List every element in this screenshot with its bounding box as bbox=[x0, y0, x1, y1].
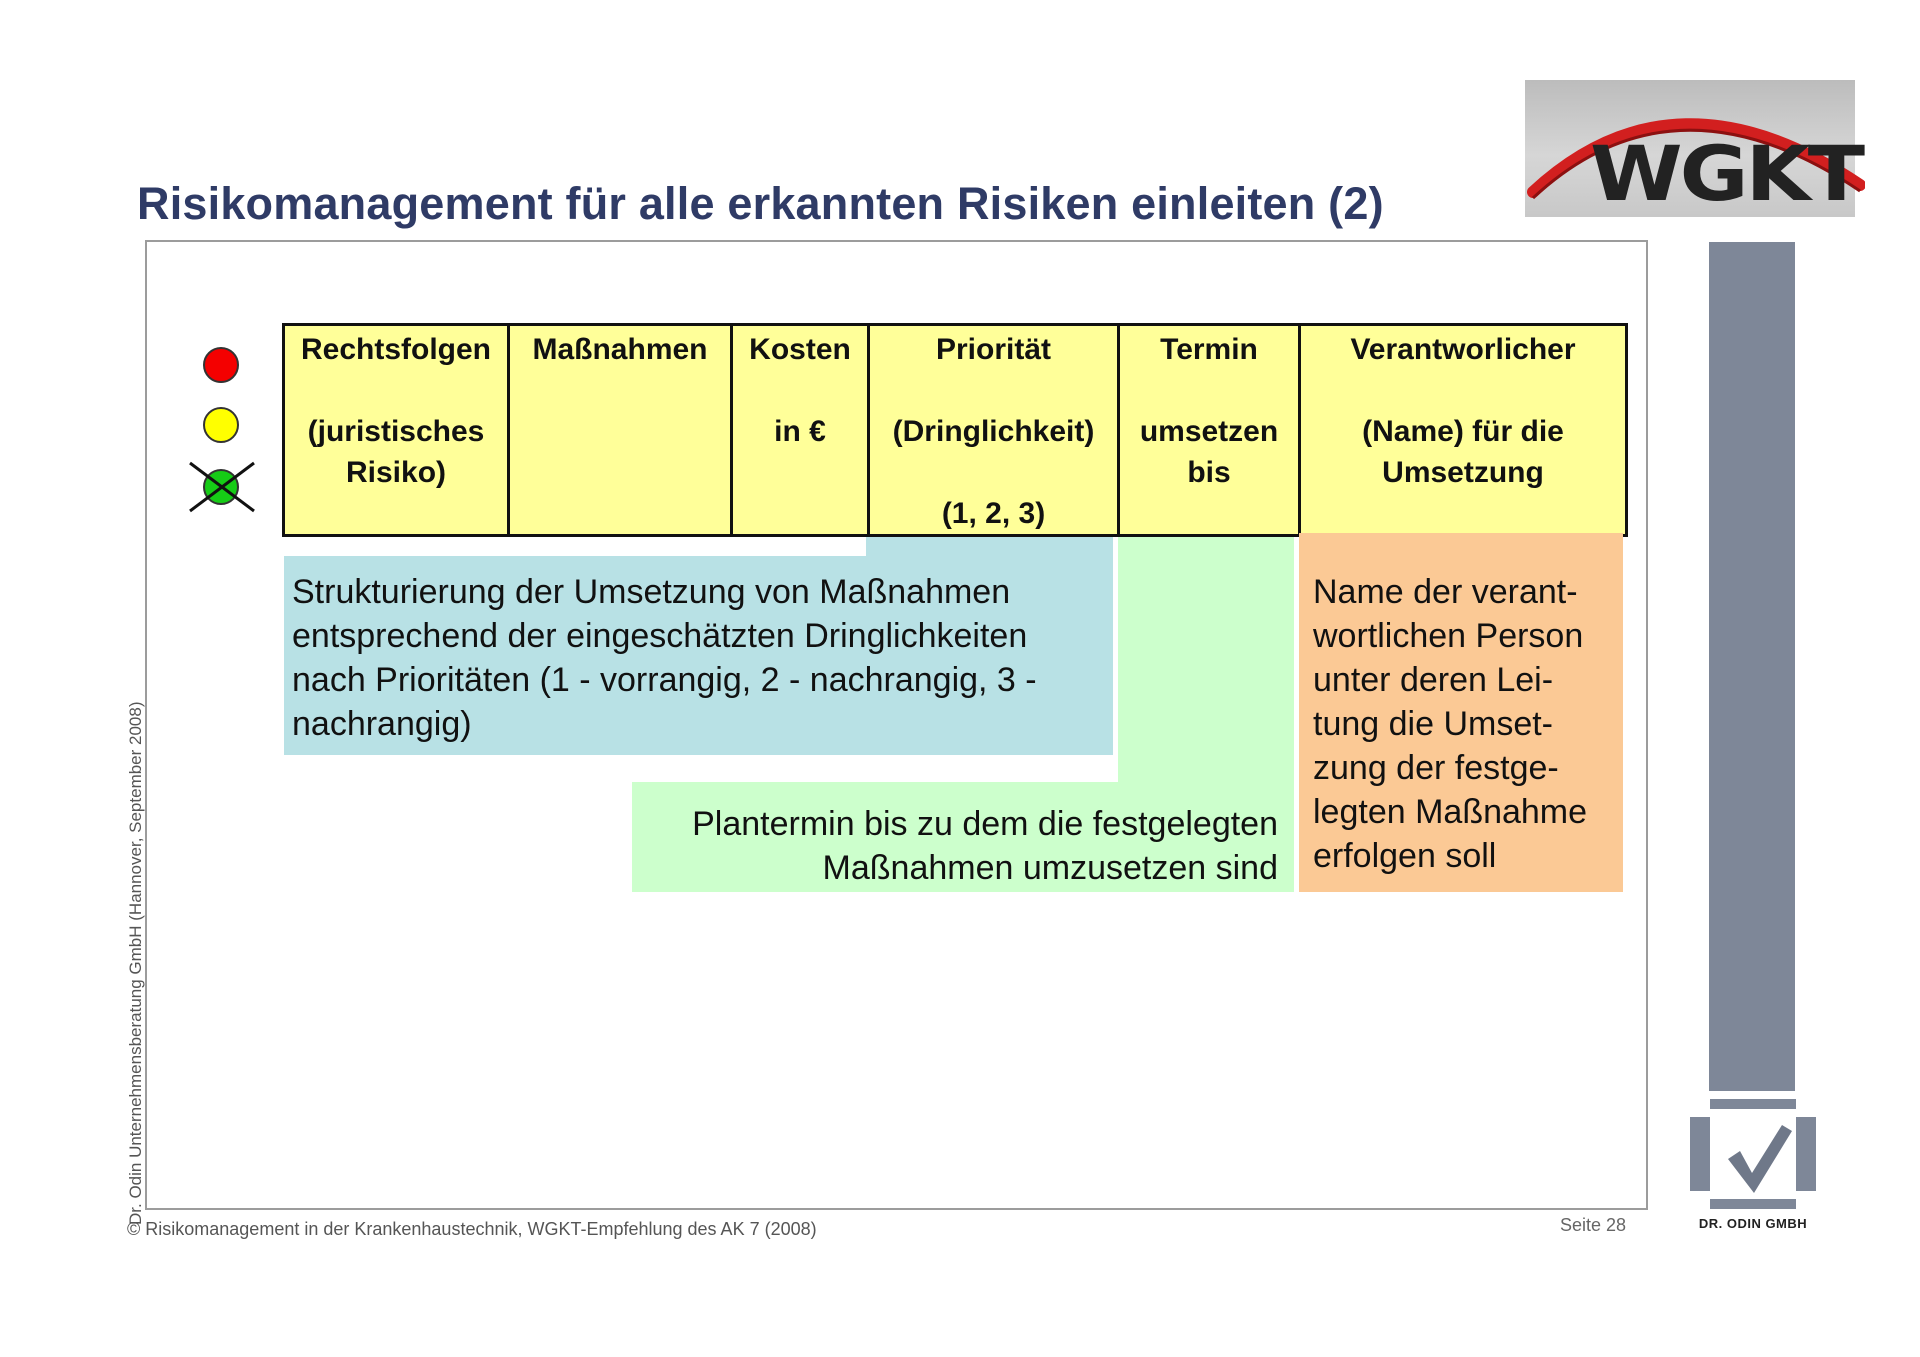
column-title: Priorität bbox=[935, 333, 1052, 366]
deadline-highlight-column bbox=[1118, 534, 1294, 782]
column-title: Maßnahmen bbox=[532, 333, 708, 366]
side-bar bbox=[1709, 242, 1795, 1091]
column-title: Kosten bbox=[749, 333, 851, 366]
column-title: Termin bbox=[1160, 333, 1258, 366]
column-legal-consequences bbox=[284, 325, 509, 536]
column-subtitle: umsetzen bis bbox=[1139, 415, 1279, 489]
column-costs bbox=[732, 325, 869, 536]
wgkt-logo-text: WGKT bbox=[1590, 129, 1862, 217]
priority-annotation: Strukturierung der Umsetzung von Maßnahmen entsprechend der eingeschätzten Dringlichkeiten nach Prioritäten (1 - vorrangig, 2 - nachrangig, 3 - nachrangig) bbox=[284, 556, 1113, 755]
column-priority bbox=[869, 325, 1119, 536]
risk-table bbox=[282, 323, 1628, 537]
column-subtitle: (Dringlichkeit) bbox=[892, 415, 1095, 448]
column-measures bbox=[509, 325, 732, 536]
footer-copyright: © Risikomanagement in der Krankenhaustechnik, WGKT-Empfehlung des AK 7 (2008) bbox=[127, 1219, 817, 1239]
page-number: Seite 28 bbox=[1560, 1215, 1627, 1235]
column-title: Verantworlicher bbox=[1350, 333, 1576, 366]
column-title: Rechtsfolgen bbox=[300, 333, 492, 366]
column-subtitle: (Name) für die Umsetzung bbox=[1362, 415, 1564, 489]
table-header-row bbox=[284, 325, 1627, 536]
column-subtitle: in € bbox=[774, 415, 826, 448]
column-responsible bbox=[1300, 325, 1627, 536]
column-deadline bbox=[1119, 325, 1300, 536]
vertical-copyright: Dr. Odin Unternehmensberatung GmbH (Hannover, September 2008) bbox=[126, 701, 145, 1225]
column-extra: (1, 2, 3) bbox=[941, 497, 1046, 530]
cross-icon bbox=[188, 461, 256, 513]
deadline-annotation: Plantermin bis zu dem die festgelegten Maßnahmen umzusetzen sind bbox=[632, 782, 1294, 892]
check-logo-icon bbox=[1690, 1099, 1816, 1209]
column-subtitle: (juristisches Risiko) bbox=[307, 415, 485, 489]
page-title: Risikomanagement für alle erkannten Risiken einleiten (2) bbox=[137, 178, 1384, 229]
yellow-light-icon bbox=[203, 407, 239, 443]
wgkt-logo bbox=[1525, 80, 1865, 217]
responsible-annotation: Name der verant-wortlichen Person unter deren Lei-tung die Umset-zung der festge-legten Maßnahme erfolgen soll bbox=[1299, 533, 1623, 892]
company-label: DR. ODIN GMBH bbox=[1698, 1216, 1808, 1231]
red-light-icon bbox=[203, 347, 239, 383]
